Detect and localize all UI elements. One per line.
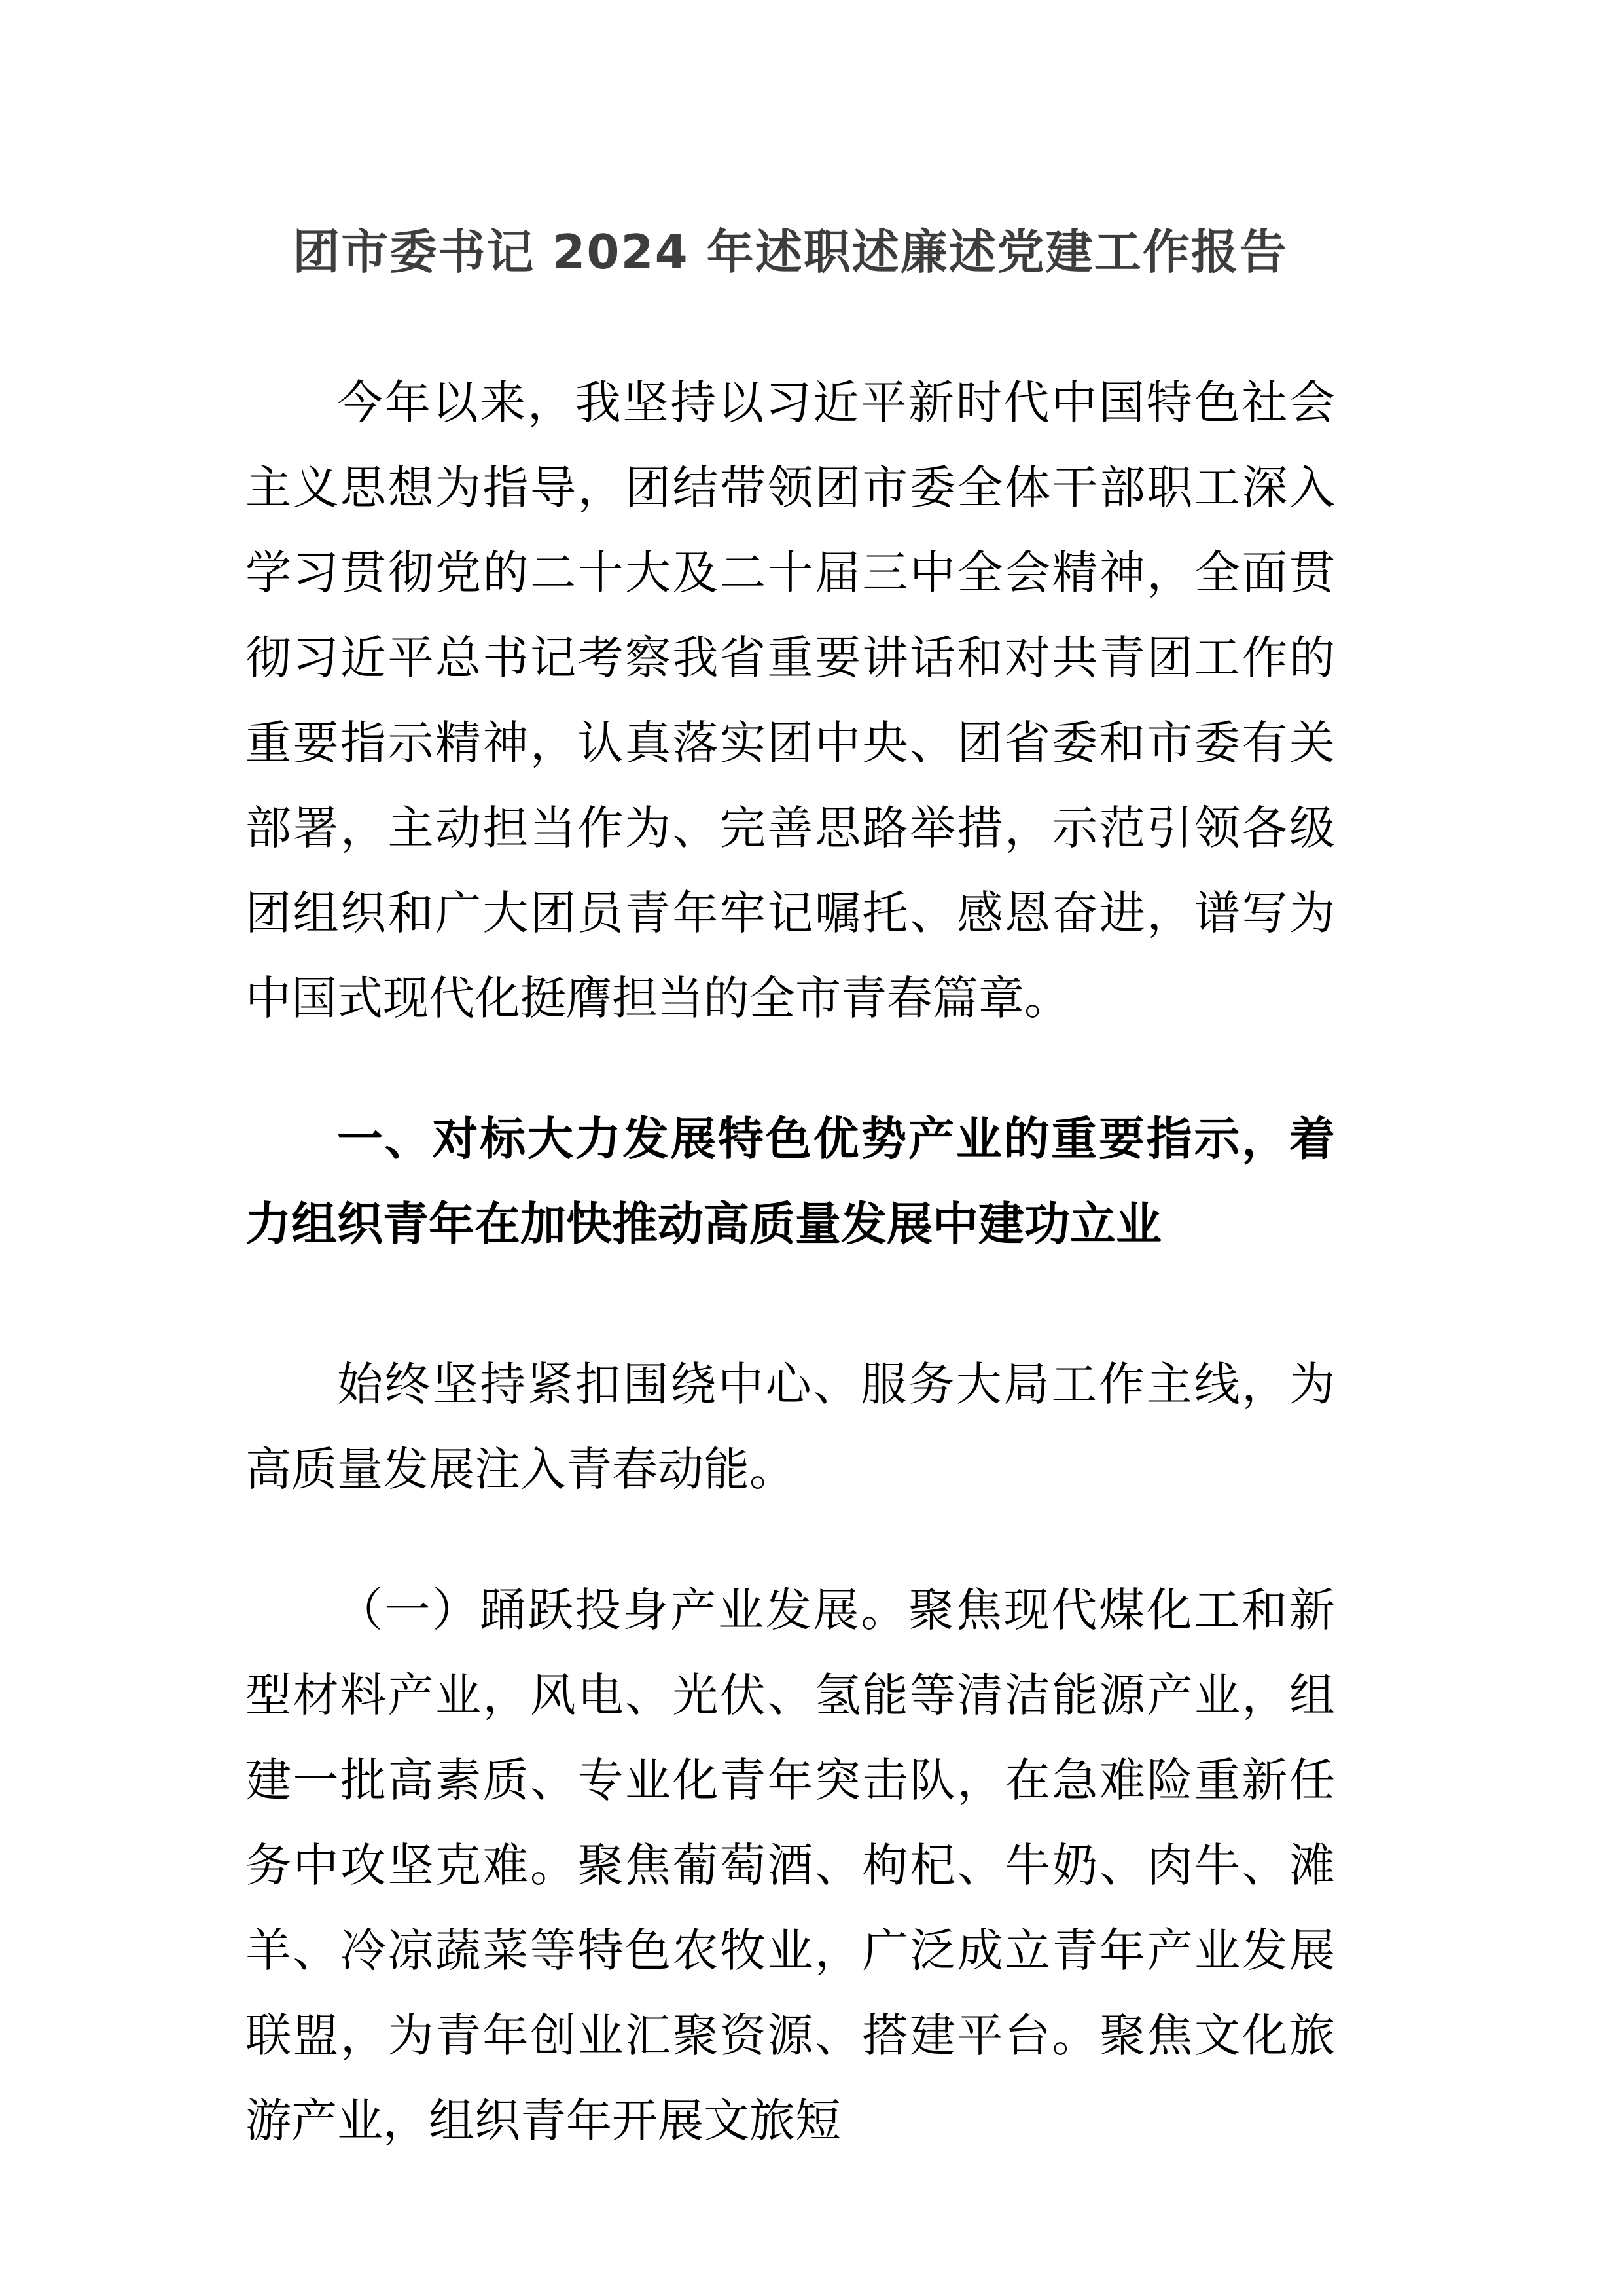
- body-paragraph-item-1: （一）踊跃投身产业发展。聚焦现代煤化工和新型材料产业，风电、光伏、氢能等清洁能源产业，组建一批高素质、专业化青年突击队，在急难险重新任务中攻坚克难。聚焦葡萄酒、枸杞、牛奶、肉牛、滩羊、冷凉蔬菜等特色农牧业，广泛成立青年产业发展联盟，为青年创业汇聚资源、搭建平台。聚焦文化旅游产业，组织青年开展文旅短: [245, 1583, 1335, 2147]
- body-paragraph-mainline: 始终坚持紧扣围绕中心、服务大局工作主线，为高质量发展注入青春动能。: [245, 1357, 1335, 1496]
- intro-paragraph: 今年以来，我坚持以习近平新时代中国特色社会主义思想为指导，团结带领团市委全体干部职工深入学习贯彻党的二十大及二十届三中全会精神，全面贯彻习近平总书记考察我省重要讲话和对共青团工作的重要指示精神，认真落实团中央、团省委和市委有关部署，主动担当作为、完善思路举措，示范引领各级团组织和广大团员青年牢记嘱托、感恩奋进，谱写为中国式现代化挺膺担当的全市青春篇章。: [245, 376, 1335, 1025]
- document-title: 团市委书记 2024 年述职述廉述党建工作报告: [293, 224, 1288, 279]
- section-heading-1: 一、对标大力发展特色优势产业的重要指示，着力组织青年在加快推动高质量发展中建功立业: [245, 1112, 1335, 1251]
